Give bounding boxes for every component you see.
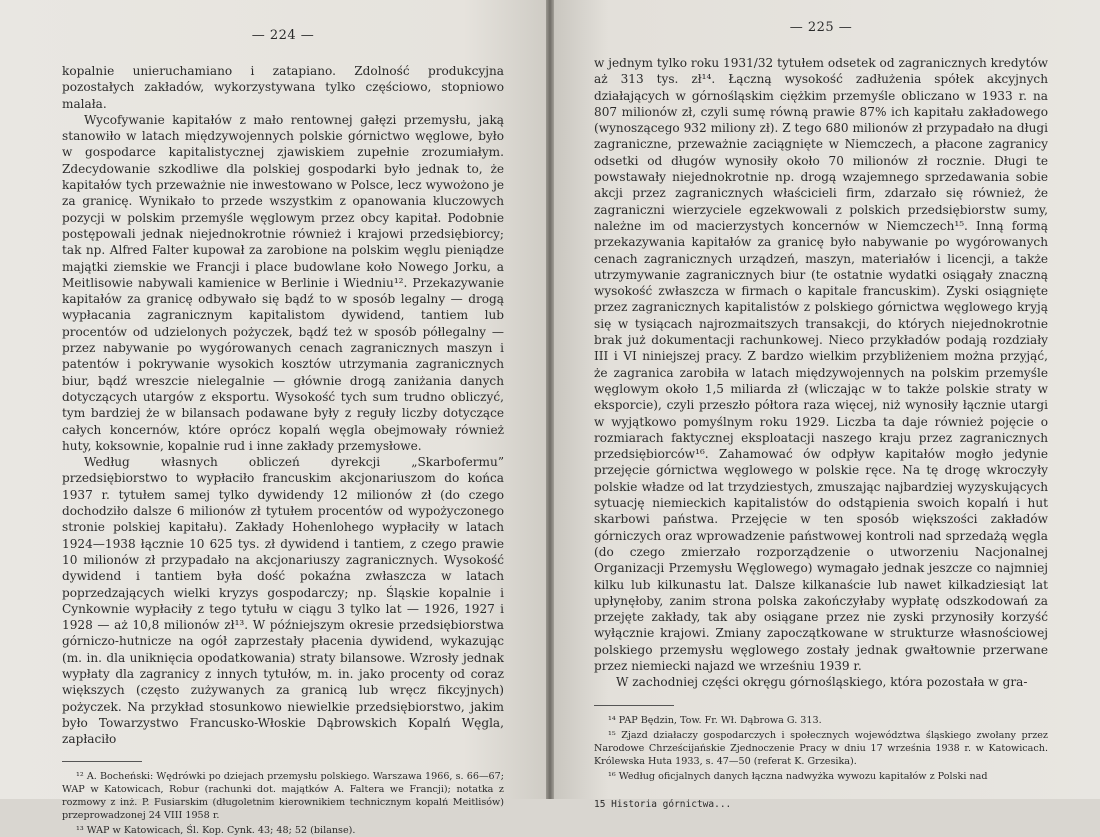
footnote: ¹⁵ Zjazd działaczy gospodarczych i społecznych województwa śląskiego zwołany przez Narodowe Chrześcijańskie Zjednoczenie Pracy w dniu 17 września 1938 r. w Katowicach. Królewska Huta 1933, s. 47—50 (referat K. Grzesika). (594, 729, 1048, 767)
body-text (594, 55, 1048, 691)
footnote-divider (62, 761, 142, 762)
body-text (62, 63, 504, 747)
paragraph: W zachodniej części okręgu górnośląskiego, która pozostała w gra- (616, 675, 1028, 690)
footnotes (62, 770, 504, 837)
paragraph: kopalnie unieruchamiano i zatapiano. Zdolność produkcyjna pozostałych zakładów, wykorzystywana tylko częściowo, stopniowo malała. (62, 64, 504, 111)
paragraph: Według własnych obliczeń dyrekcji „Skarbofermu” przedsiębiorstwo to wypłaciło francuskim akcjonariuszom do końca 1937 r. tytułem samej tylko dywidendy 12 milionów zł (do czego dochodziło dalsze 6 milionów zł tytułem procentów od wypożyczonego stronie polskiej kapitału). Zakłady Hohenlohego wypłaciły w latach 1924—1938 łącznie 10 625 tys. zł dywidend i tantiem, z czego prawie 10 milionów zł przypadało na akcjonariuszy zagranicznych. Wysokość dywidend i tantiem była dość pokaźna zwłaszcza w latach poprzedzających wielki kryzys gospodarczy; np. Śląskie kopalnie i Cynkownie wypłaciły z tego tytułu w ciągu 3 tylko lat — 1926, 1927 i 1928 — aż 10,8 milionów zł¹³. W późniejszym okresie przedsiębiorstwa górniczo-hutnicze na ogół zaprzestały płacenia dywidend, wykazując (m. in. dla uniknięcia opodatkowania) straty bilansowe. Wzrosły jednak wypłaty dla zagranicy z innych tytułów, m. in. jako procenty od coraz większych (często zużywanych za granicą lub wręcz fikcyjnych) pożyczek. Na przykład stosunkowo niewielkie przedsiębiorstwo, jakim było Towarzystwo Francusko-Włoskie Dąbrowskich Kopalń Węgla, zapłaciło (62, 455, 504, 747)
right-page (554, 0, 1100, 810)
footnote: ¹² A. Bocheński: Wędrówki po dziejach przemysłu polskiego. Warszawa 1966, s. 66—67; WAP w Katowicach, Robur (rachunki dot. majątków A. Faltera we Francji); notatka z rozmowy z inż. P. Fusiarskim (długoletnim kierownikiem technicznym kopalń Meitlisów) przeprowadzonej 24 VIII 1958 r. (62, 771, 504, 822)
footnote: ¹³ WAP w Katowicach, Śl. Kop. Cynk. 43; 48; 52 (bilanse). (76, 825, 356, 837)
footnote: ¹⁶ Według oficjalnych danych łączna nadwyżka wywozu kapitałów z Polski nad (608, 770, 988, 782)
left-page (0, 0, 546, 837)
book-gutter (546, 0, 554, 799)
printer-signature: 15 Historia górnictwa... (594, 798, 732, 810)
paragraph: Wycofywanie kapitałów z mało rentownej gałęzi przemysłu, jaką stanowiło w latach międzywojennych polskie górnictwo węglowe, było w gospodarce kapitalistycznej zjawiskiem zupełnie zrozumiałym. Zdecydowanie szkodliwe dla polskiej gospodarki było jednak to, że kapitałów tych przeważnie nie inwestowano w Polsce, lecz wywożono je za granicę. Wynikało to przede wszystkim z opanowania kluczowych pozycji w polskim przemyśle węglowym przez obcy kapitał. Podobnie postępowali jednak niejednokrotnie również i krajowi przedsiębiorcy; tak np. Alfred Falter kupował za zarobione na polskim węglu pieniądze majątki ziemskie we Francji i place budowlane koło Nowego Jorku, a Meitlisowie nabywali kamienice w Berlinie i Wiedniu¹². Przekazywanie kapitałów za granicę odbywało się bądź to w sposób legalny — drogą wypłacania zagranicznym kapitalistom dywidend, tantiem lub procentów od udzielonych pożyczek, bądź też w sposób półlegalny — przez nabywanie po wygórowanych cenach zagranicznych maszyn i patentów i pokrywanie wysokich kosztów utrzymania zagranicznych biur, bądź wreszcie nielegalnie — głównie drogą zaniżania danych dotyczących utargów z eksportu. Wysokość tych sum trudno obliczyć, tym bardziej że w bilansach podawane były z reguły liczby dotyczące całych koncernów, które oprócz kopalń węgla obejmowały również huty, koksownie, kopalnie rud i inne zakłady przemysłowe. (62, 112, 504, 453)
footnote: ¹⁴ PAP Będzin, Tow. Fr. Wł. Dąbrowa G. 313. (608, 714, 822, 726)
page-number: — 225 — (789, 20, 853, 35)
page-number: — 224 — (251, 28, 315, 43)
footnote-divider (594, 705, 674, 706)
paragraph: w jednym tylko roku 1931/32 tytułem odsetek od zagranicznych kredytów aż 313 tys. zł¹⁴. Łączną wysokość zadłużenia spółek akcyjnych działających w górnośląskim ciężkim przemyśle obliczano w 1933 r. na 807 milionów zł, czyli sumę równą prawie 87% ich kapitału zakładowego (wynoszącego 932 miliony zł). Z tego 680 milionów zł przypadało na długi zagraniczne, przeważnie zaciągnięte w Niemczech, a płacone zagranicy odsetki od długów wynosiły około 70 milionów zł rocznie. Długi te powstawały niejednokrotnie np. drogą wzajemnego sprzedawania sobie akcji przez zagranicznych właścicieli firm, zdarzało się również, że zagraniczni wierzyciele egzekwowali z polskich przedsiębiorstw sumy, należne im od macierzystych koncernów w Niemczech¹⁵. Inną formą przekazywania kapitałów za granicę było nabywanie po wygórowanych cenach zagranicznych urządzeń, maszyn, materiałów i licencji, a także utrzymywanie zagranicznych biur (te ostatnie wydatki osiągały znaczną wysokość zwłaszcza w firmach o kapitale francuskim). Zyski osiągnięte przez zagranicznych kapitalistów z polskiego górnictwa węglowego kryją się w tysiącach najrozmaitszych transakcji, do których niejednokrotnie brak już dokumentacji rachunkowej. Nieco przykładów podają rozdziały III i VI niniejszej pracy. Z bardzo wielkim przybliżeniem można przyjąć, że zagranica zarobiła w latach międzywojennych na polskim przemyśle węglowym około 1,5 miliarda zł (wliczając w to także polskie straty w eksporcie), czyli przeszło półtora raza więcej, niż wynosiły łącznie utargi w wyjątkowo pomyślnym roku 1929. Liczba ta daje również pojęcie o rozmiarach faktycznej eksploatacji naszego kraju przez zagranicznych przedsiębiorców¹⁶. Zahamować ów odpływ kapitałów mogło jedynie przejęcie górnictwa węglowego w polskie ręce. Na tę drogę wkroczyły polskie władze od lat trzydziestych, zmuszając najbardziej wyzyskujących sytuację niemieckich kapitalistów do odstąpienia swoich kopalń i hut skarbowi państwa. Przejęcie w ten sposób większości zakładów górniczych oraz wprowadzenie państwowej kontroli nad sprzedażą węgla (do czego zmierzało rozporządzenie o utworzeniu Nacjonalnej Organizacji Przemysłu Węglowego) wymagało jednak jeszcze co najmniej kilku lub kilkunastu lat. Dalsze kilkanaście lub nawet kilkadziesiąt lat upłynęłoby, zanim strona polska zakończyłaby wypłatę odszkodowań za przejęte zakłady, tak aby osiągane przez nie zyski przynosiły korzyść wyłącznie krajowi. Zmiany zapoczątkowane w strukturze własnościowej polskiego przemysłu węglowego zostały jednak gwałtownie przerwane przez niemiecki najazd we wrześniu 1939 r. (594, 56, 1048, 673)
footnotes (594, 714, 1048, 783)
